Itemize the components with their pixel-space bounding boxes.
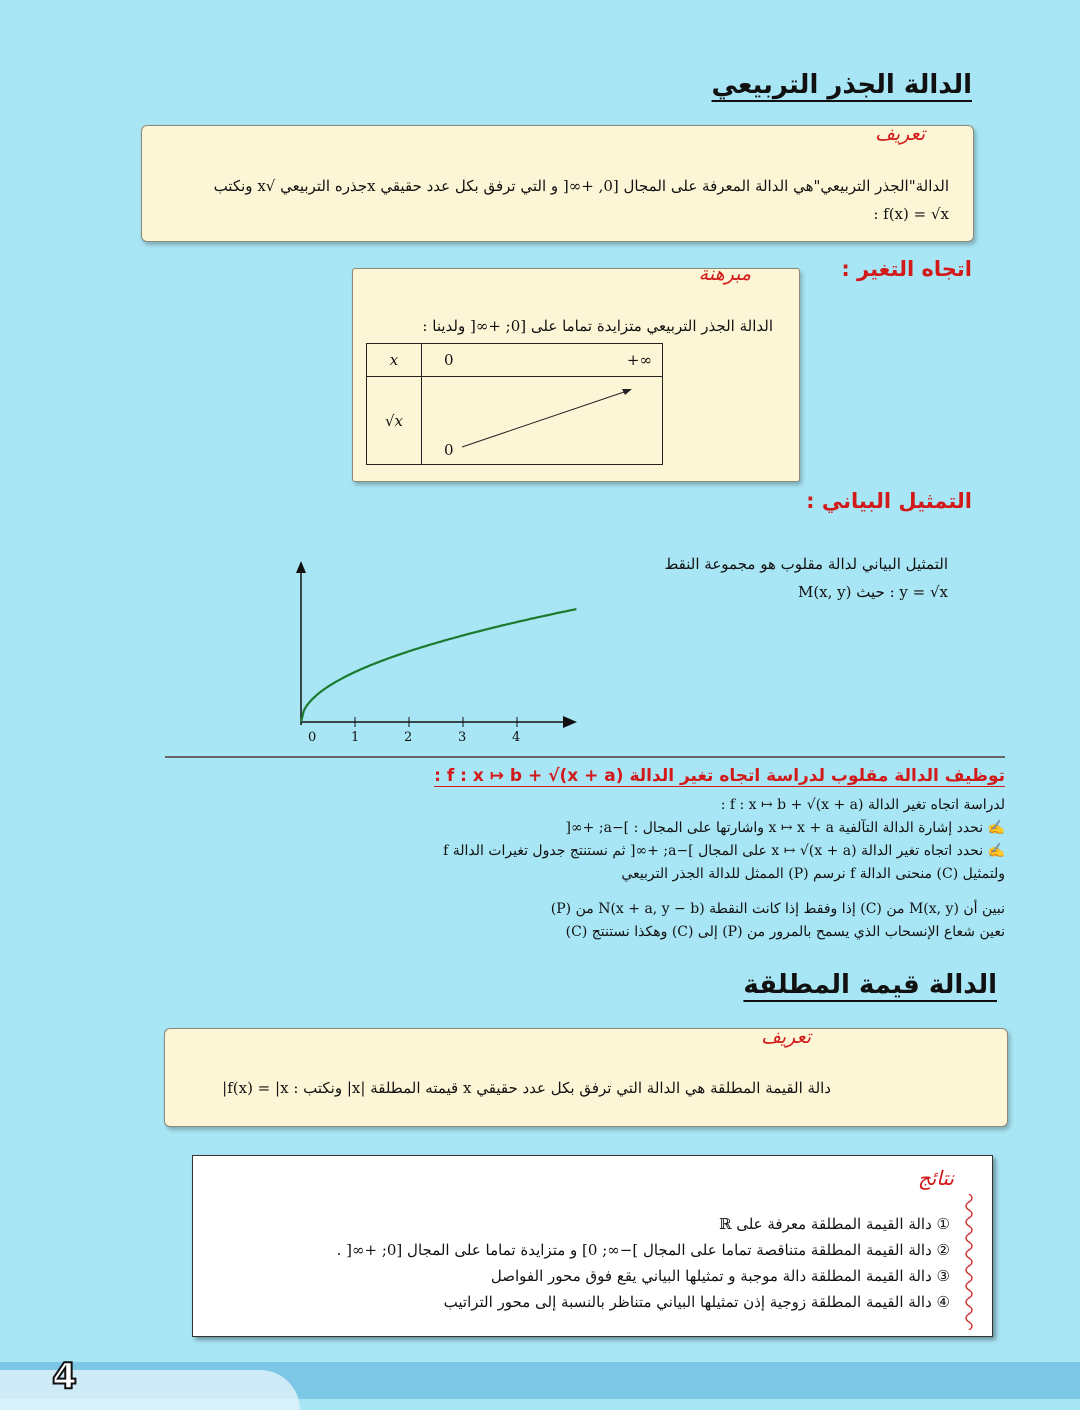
- results-list: [230, 1211, 950, 1315]
- increasing-arrow: [422, 377, 666, 465]
- x-tick-label-1: 1: [351, 730, 360, 745]
- abs-results-box: [192, 1155, 993, 1337]
- sqrt-graph: [285, 555, 585, 755]
- variation-table: [366, 343, 663, 465]
- proof-box: [352, 263, 800, 482]
- result-item-4: ④ دالة القيمة المطلقة زوجية إذن تمثيلها البياني متناظر بالنسبة إلى محور التراتيب: [443, 1293, 950, 1311]
- x-tick-label-0: 0: [308, 730, 317, 745]
- wavy-border-icon: [962, 1194, 976, 1330]
- table-sqrt-label: √x: [367, 377, 422, 465]
- graph-heading: التمثيل البياني :: [806, 489, 972, 513]
- result-item-2: ② دالة القيمة المطلقة متناقصة تماما على المجال ]−∞; 0] و متزايدة تماما على المجال [0; +∞[ .: [336, 1241, 950, 1259]
- sqrt-definition-box: [141, 125, 974, 242]
- result-item-3: ③ دالة القيمة المطلقة دالة موجبة و تمثيلها البياني يقع فوق محور الفواصل: [490, 1267, 950, 1285]
- y-axis-arrow-icon: [296, 561, 306, 573]
- abs-definition-box: [164, 1028, 1008, 1127]
- variation-heading: اتجاه التغير :: [841, 257, 972, 281]
- table-x-end: +∞: [626, 351, 652, 369]
- graph-text-2: M(x, y) حيث : y = √x: [797, 583, 948, 601]
- x-tick-label-2: 2: [404, 730, 413, 745]
- application-heading: توظيف الدالة مقلوب لدراسة اتجاه تغير الدالة f : x ↦ b + √(x + a) :: [434, 766, 1005, 786]
- x-axis-arrow-icon: [563, 716, 577, 728]
- application-line-3: ✍ نحدد اتجاه تغير الدالة x ↦ √(x + a) على المجال ]−a; +∞[ ثم نستنتج جدول تغيرات الدالة f: [443, 843, 1005, 859]
- sqrt-section-title: الدالة الجذر التربيعي: [711, 70, 972, 100]
- application-line-6: نعين شعاع الإنسحاب الذي يسمح بالمرور من (P) إلى (C) وهكذا نستنتج (C): [565, 924, 1005, 940]
- x-tick-label-3: 3: [458, 730, 467, 745]
- abs-section-title: الدالة قيمة المطلقة: [743, 970, 997, 1000]
- application-line-2: ✍ نحدد إشارة الدالة التآلفية x ↦ x + a واشارتها على المجال : ]−a; +∞[: [565, 820, 1005, 836]
- definition-line-2: : f(x) = √x: [873, 205, 949, 223]
- application-line-4: ولتمثيل (C) منحنى الدالة f نرسم (P) الممثل للدالة الجذر التربيعي: [621, 866, 1005, 882]
- definition-line-1: الدالة"الجذر التربيعي"هي الدالة المعرفة على المجال [0, +∞[ و التي ترفق بكل عدد حقيقي xجذره التربيعي √x ونكتب: [213, 177, 949, 195]
- x-tick-labels: [285, 730, 585, 750]
- abs-definition-text: دالة القيمة المطلقة هي الدالة التي ترفق بكل عدد حقيقي x قيمته المطلقة |x| ونكتب : f(x) = |x|: [222, 1079, 831, 1097]
- application-line-5: نبين أن M(x, y) من (C) إذا وفقط إذا كانت النقطة N(x + a, y − b) من (P): [550, 901, 1005, 917]
- sqrt-curve: [301, 609, 576, 722]
- section-divider: [165, 756, 1005, 758]
- proof-text: الدالة الجذر التربيعي متزايدة تماما على [0; +∞[ ولدينا :: [422, 317, 773, 335]
- table-x-start: 0: [444, 351, 454, 369]
- definition-label: تعريف: [875, 123, 925, 145]
- application-body: [105, 794, 1005, 944]
- proof-label: مبرهنة: [698, 263, 751, 285]
- graph-text-1: التمثيل البياني لدالة مقلوب هو مجموعة النقط: [664, 555, 948, 573]
- results-label: نتائج: [917, 1166, 954, 1190]
- abs-definition-label: تعريف: [761, 1026, 811, 1048]
- page-number: 4: [52, 1356, 78, 1397]
- footer-wave: [0, 1370, 300, 1410]
- result-item-1: ① دالة القيمة المطلقة معرفة على ℝ: [718, 1215, 950, 1233]
- x-tick-label-4: 4: [512, 730, 521, 745]
- table-sqrt-start: 0: [444, 441, 454, 459]
- table-x-label: x: [367, 344, 422, 377]
- application-line-1: لدراسة اتجاه تغير الدالة f : x ↦ b + √(x + a) :: [720, 797, 1005, 813]
